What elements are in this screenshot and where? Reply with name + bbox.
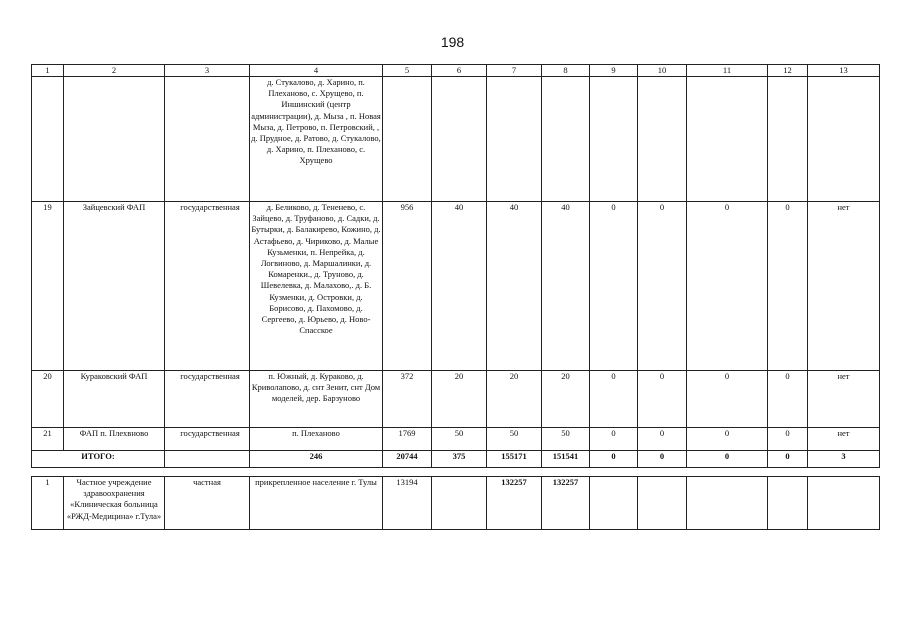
column-header: 10 (638, 65, 687, 77)
total-row (32, 451, 880, 468)
cell-c6: 20 (432, 371, 487, 428)
cell-c13 (808, 77, 880, 202)
cell-c11 (687, 77, 768, 202)
cell-c5: 13194 (383, 477, 432, 530)
column-header: 12 (768, 65, 808, 77)
total-label: ИТОГО: (32, 451, 165, 468)
cell-c12: 0 (768, 428, 808, 451)
facility-name: ФАП п. Плехвново (64, 428, 165, 451)
cell-c7: 40 (487, 202, 542, 371)
cell-c7: 132257 (487, 477, 542, 530)
cell-c9: 0 (590, 428, 638, 451)
table-row (32, 428, 880, 451)
column-header: 9 (590, 65, 638, 77)
ownership-type (165, 77, 250, 202)
ownership-type: частная (165, 477, 250, 530)
cell-c7: 50 (487, 428, 542, 451)
cell-c12: 0 (768, 371, 808, 428)
facility-name (64, 77, 165, 202)
page-number: 198 (440, 34, 465, 50)
facility-name: Частное учреждение здравоохранения «Клиническая больница «РЖД-Медицина» г.Тула» (64, 477, 165, 530)
cell-c9 (590, 77, 638, 202)
cell-c7: 20 (487, 371, 542, 428)
cell-c10: 0 (638, 428, 687, 451)
cell-c7 (487, 77, 542, 202)
column-header: 8 (542, 65, 590, 77)
service-area: п. Плеханово (250, 428, 383, 451)
table-row (32, 371, 880, 428)
cell-c8: 40 (542, 202, 590, 371)
cell-c10 (638, 477, 687, 530)
cell-c13 (808, 477, 880, 530)
column-header: 2 (64, 65, 165, 77)
total-c11: 0 (687, 451, 768, 468)
cell-c10: 0 (638, 371, 687, 428)
column-header: 5 (383, 65, 432, 77)
facility-name: Кураковский ФАП (64, 371, 165, 428)
cell-c11: 0 (687, 371, 768, 428)
ownership-type: государственная (165, 371, 250, 428)
cell-c12 (768, 477, 808, 530)
column-header: 13 (808, 65, 880, 77)
cell-c5: 956 (383, 202, 432, 371)
cell-c9: 0 (590, 202, 638, 371)
service-area: д. Беликово, д. Тененево, с. Зайцево, д. Труфаново, д. Садки, д. Бутырки, д. Балакирево, Кожино, д. Астафьево, д. Чириково, д. Малые Кузьменки, п. Непрейка, д. Логвиново, д. Маршалинки, д. Комаренки., д. Труново, д. Шевелевка, д. Малахово,. д. Б. Кузменки, д. Островки, д. Борисово, д. Пахомово, д. Сергеево, д. Юрьево, д. Ново-Спасское (250, 202, 383, 371)
column-header: 4 (250, 65, 383, 77)
cell-c5: 372 (383, 371, 432, 428)
total-c5: 20744 (383, 451, 432, 468)
table-row-private (32, 477, 880, 530)
cell-c8: 132257 (542, 477, 590, 530)
cell-c5: 1769 (383, 428, 432, 451)
table-gap (32, 468, 880, 477)
cell-c5 (383, 77, 432, 202)
cell-c8: 20 (542, 371, 590, 428)
total-c4: 246 (250, 451, 383, 468)
row-number: 20 (32, 371, 64, 428)
column-header: 6 (432, 65, 487, 77)
column-header: 11 (687, 65, 768, 77)
table-row (32, 202, 880, 371)
row-number: 19 (32, 202, 64, 371)
cell-c11: 0 (687, 428, 768, 451)
cell-c6 (432, 477, 487, 530)
gap-cell (32, 468, 880, 477)
cell-c13: нет (808, 428, 880, 451)
table-row (32, 77, 880, 202)
cell-c12: 0 (768, 202, 808, 371)
cell-c10 (638, 77, 687, 202)
total-c9: 0 (590, 451, 638, 468)
row-number: 21 (32, 428, 64, 451)
cell-c6: 40 (432, 202, 487, 371)
ownership-type: государственная (165, 428, 250, 451)
total-empty-cell (165, 451, 250, 468)
cell-c11 (687, 477, 768, 530)
service-area: д. Стукалово, д. Харино, п. Плеханово, с. Хрущево, п. Иншинский (центр администрации), д. Мыза , п. Новая Мыза, д. Петрово, п. Петровский, , д. Прудное, д. Ратово, д. Стукалово, д. Харино, п. Плеханово, с. Хрущево (250, 77, 383, 202)
total-c13: 3 (808, 451, 880, 468)
column-header: 3 (165, 65, 250, 77)
ownership-type: государственная (165, 202, 250, 371)
row-number (32, 77, 64, 202)
facility-name: Зайцевский ФАП (64, 202, 165, 371)
row-number: 1 (32, 477, 64, 530)
cell-c8: 50 (542, 428, 590, 451)
cell-c8 (542, 77, 590, 202)
total-c8: 151541 (542, 451, 590, 468)
total-c6: 375 (432, 451, 487, 468)
cell-c11: 0 (687, 202, 768, 371)
cell-c12 (768, 77, 808, 202)
cell-c6 (432, 77, 487, 202)
cell-c9: 0 (590, 371, 638, 428)
cell-c9 (590, 477, 638, 530)
total-c7: 155171 (487, 451, 542, 468)
service-area: прикрепленное население г. Тулы (250, 477, 383, 530)
column-number-row (32, 65, 880, 77)
total-c10: 0 (638, 451, 687, 468)
total-c12: 0 (768, 451, 808, 468)
cell-c13: нет (808, 202, 880, 371)
column-header: 1 (32, 65, 64, 77)
service-area: п. Южный, д. Кураково, д. Криволапово, д. снт Зенит, снт Дом моделей, дер. Барзуново (250, 371, 383, 428)
cell-c6: 50 (432, 428, 487, 451)
column-header: 7 (487, 65, 542, 77)
cell-c13: нет (808, 371, 880, 428)
facilities-table (31, 64, 880, 530)
cell-c10: 0 (638, 202, 687, 371)
